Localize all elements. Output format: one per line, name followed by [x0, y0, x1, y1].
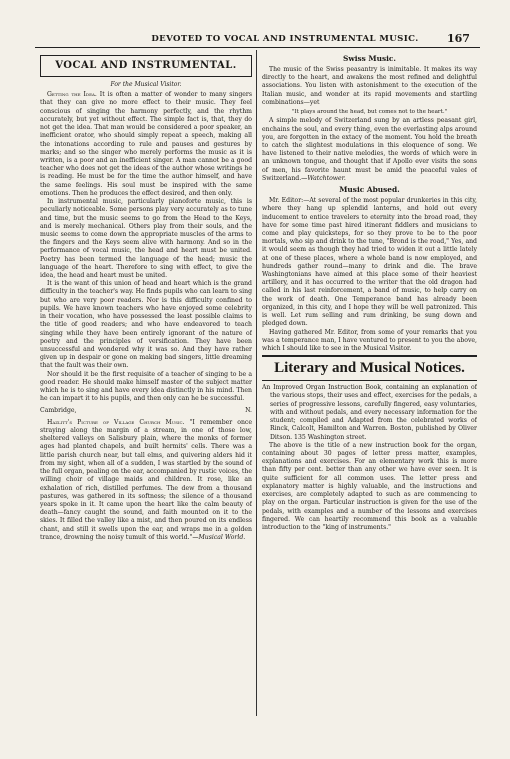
- right-column: [262, 52, 477, 722]
- column-divider: [256, 50, 257, 716]
- article-source: For the Musical Visitor.: [110, 81, 182, 88]
- notice-paragraph: An Improved Organ Instruction Book, containing an explanation of the various stops, their uses and effect, exercises for the pedals, a series of progressive lessons, carefully fingered, easy voluntaries, with and without pedals, and every necessary information for the student; compiled and Adapted from the celebrated works of Rinck, Calcolt, Hamilton and Warren. Boston, published by Oliver Ditson. 135 Washington street.: [262, 384, 477, 441]
- article-title: Swiss Music.: [343, 54, 396, 63]
- article-paragraph: In instrumental music, particularly pianoforte music, this is peculiarly noticeable. Some persons play very accurately as to tune and time, but the music seems to go from the Head to the Keys, and is merely mechanical. Others play from their souls, and the music seems to come down the appropriate muscles of the arms to the fingers and the Keys seem alive with harmony. And so in the performance of vocal music, the head and heart must be united. Poetry has been termed the language of the head; music the language of the heart. Therefore to sing with effect, to give the idea, the head and heart must be united.: [40, 198, 252, 280]
- article-paragraph: Hazlitt's Picture of Village Church Music. "I remember once straying along the margin of a stream, in one of those low, sheltered valleys on Salisbury plain, where the monks of former ages had planted chapels, and built hermits' cells. There was a little parish church near, but tall elms, and quivering alders hid it from my sight, when all of a sudden, I was startled by the sound of the full organ, pealing on the ear, accompanied by rustic voices, the willing choir of village maids and children. It rose, like an exhalation of rich, distilled perfumes. The dew from a thousand pastures, was gathered in its softness; the silence of a thousand years spoke in it. It came upon the heart like the calm beauty of death—fancy caught the sound, and faith mounted on it to the skies. It filled the valley like a mist, and then poured on its endless chant, and still it swells upon the ear, and wraps me in a golden trance, drowning the noisy tumult of this world."—Musical World.: [40, 418, 252, 541]
- article-paragraph: Having gathered Mr. Editor, from some of your remarks that you was a temperance man, I have ventured to present to you the above, which I should like to see in the Musical Visitor.: [262, 328, 477, 352]
- signature-place: Cambridge,: [40, 406, 77, 414]
- signature-initial: N.: [245, 406, 252, 414]
- left-column: [40, 52, 252, 722]
- article-paragraph: It is the want of this union of head and heart which is the grand difficulty in the teacher's way. He finds pupils who can learn to sing but who are very poor readers. Nor is this difficulty confined to pupils. We have known teachers who have enjoyed some celebrity in their vocation, who have possessed the least possible claims to the title of good readers; and who have endeavored to teach singing while they have been entirely ignorant of the nature of poetry and the principles of versification. They have been unsuccessful and wondered why it was so. And they have rather given up in despair or gone on making bad singers, little dreaming that the fault was their own.: [40, 280, 252, 370]
- article-paragraph: Nor should it be the first requisite of a teacher of singing to be a good reader. He should make himself master of the subject matter which he is to sing and have every idea distinctly in his mind. Then he can impart it to his pupils, and then only can he be successful.: [40, 370, 252, 403]
- article-paragraph: Getting the Idea. It is often a matter of wonder to many singers that they can give no more effect to their music. They feel conscious of singing the harmony perfectly, and the rhythm accurately, but yet without effect. The simple fact is, that, they do not get the idea. That man would be considered a poor speaker, an inefficient orator, who should simply repeat a speech, making all the intonations according to rule and pauses and gestures by marks; and so the singer who merely performs the music as it is written, is a poor and an inefficient singer. A man cannot be a good teacher who does not get the ideas of the author whose writings he is reading. He must be for the time the author himself, and have the same feelings. His soul must be inspired with the same emotions. Then he produces the effect desired, and then only.: [40, 91, 252, 197]
- quote: "It plays around the head, but comes not to the heart.": [291, 109, 448, 116]
- article-source: —Watchtower.: [301, 174, 346, 182]
- article-paragraph: A simple melody of Switzerland sung by an artless peasant girl, enchains the soul, and every thing, even the everlasting alps around you, are forgotten in the extacy of the moment. You hold the breath to catch the slightest modulations in this eloquence of song. We have listened to their native melodies, the words of which were in an unknown tongue, and thought that if Apollo ever visits the sons of men, his favorite haunt must be amid the peaceful vales of Switzerland.—Watchtower.: [262, 117, 477, 182]
- article-title: Getting the Idea.: [47, 91, 97, 99]
- article-title: Hazlitt's Picture of Village Church Music.: [47, 418, 185, 426]
- article-source: —Musical World.: [192, 533, 246, 541]
- notice-paragraph: The above is the title of a new instruction book for the organ, containing about 30 pages of letter press matter, examples, explanations and exercises. For an elementary work this is more than fifty per cent. better than any other we have ever seen. It is quite sufficient for all common uses. The letter press and explanatory matter is highly valuable, and the instructions and exercises, are completely adapted to such as are commencing to play on the organ. Particular instruction is given for the use of the pedals, with examples and a number of the lessons and exercises fingered. We can heartily recommend this book as a valuable introduction to the "king of instruments.": [262, 441, 477, 531]
- section-title-box: [40, 55, 252, 77]
- section-title: VOCAL AND INSTRUMENTAL.: [55, 60, 237, 71]
- running-header: DEVOTED TO VOCAL AND INSTRUMENTAL MUSIC.: [151, 34, 419, 44]
- article-paragraph: The music of the Swiss peasantry is inimitable. It makes its way directly to the heart, and awakens the most refined and delightful associations. You listen with astonishment to the execution of the Italian music, and wonder at its rapid movements and startling combinations—yet: [262, 66, 477, 106]
- header-rule: [35, 47, 480, 48]
- article-paragraph: Mr. Editor:—At several of the most popular drunkeries in this city, where they hang up splendid lanterns, and hold out every inducement to entice travelers to eternity into the broad road, they have for some time past hired itinerant fiddlers and musicians to come and play quicksteps, for so they prove to be to the poor mortals, who sip and drink to the tune, "Brond is the road," Yes, and it would seem as though they had tried to widen it out a little lately at one of these places, where a whole band is now employed, and hundreds gather round—many to drink and die. The brave Washingtonians have aimed at this place some of their heaviest artillery, and it has occurred to the writer that the old dragon had called in his last reinforcement, a band of music, to help carry on the work of death. One Temperance band has already been organized, in this city, and I hope they will be well patronized. This is well. Let rum selling and rum drinking, be sung down and pledged down.: [262, 197, 477, 328]
- page-number: 167: [447, 32, 470, 45]
- article-title: Music Abused.: [339, 185, 400, 195]
- signature: [40, 407, 252, 415]
- notices-heading: Literary and Musical Notices.: [262, 355, 477, 381]
